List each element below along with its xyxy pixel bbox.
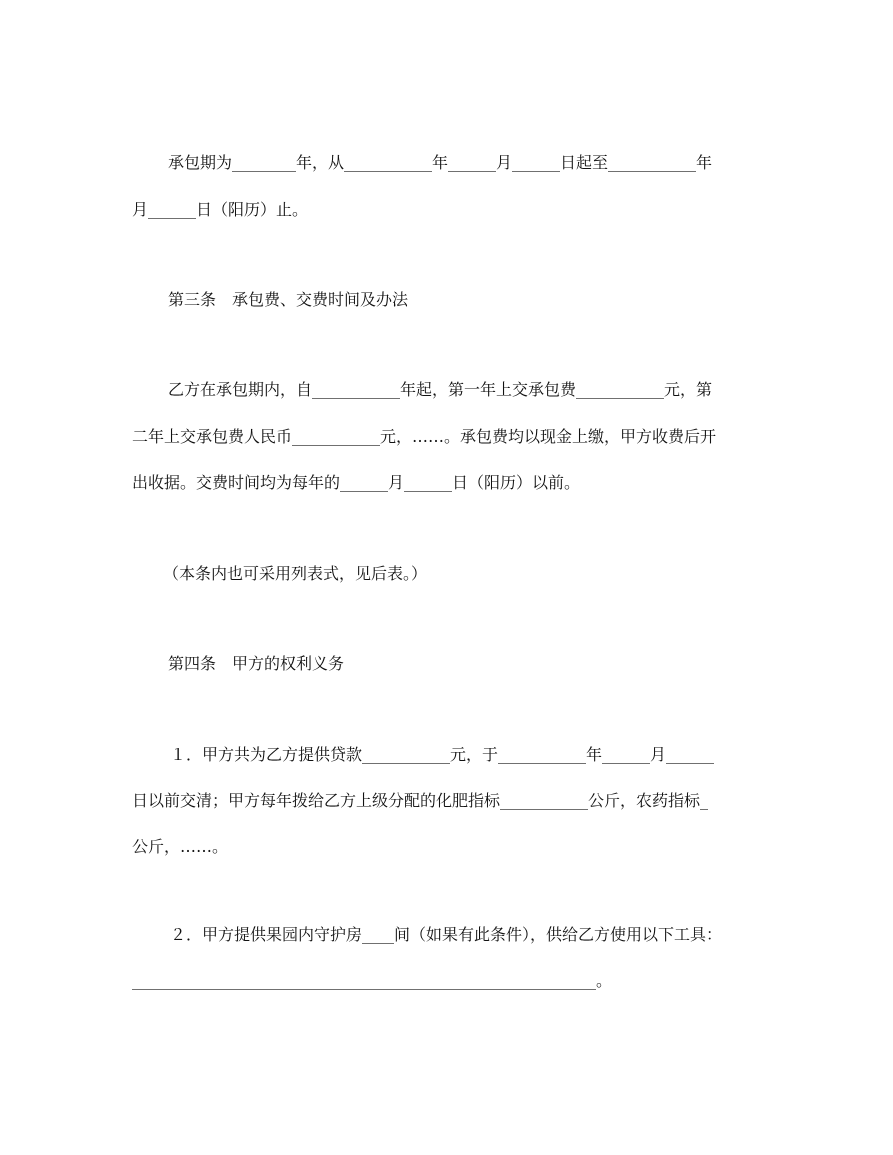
text-span: 乙方在承包期内，自___________年起，第一年上交承包费___________元，第: [168, 380, 713, 399]
article-3-paragraph-line-3: [132, 472, 580, 494]
article-3-paragraph-line-2: [132, 426, 716, 448]
text-span: 第三条 承包费、交费时间及办法: [168, 290, 409, 309]
text-span: １．甲方共为乙方提供贷款___________元，于___________年______月______: [170, 745, 715, 764]
text-span: 二年上交承包费人民币___________元，……。承包费均以现金上缴，甲方收费后开: [132, 427, 717, 446]
text-span: 日以前交清；甲方每年拨给乙方上级分配的化肥指标___________公斤，农药指标_: [132, 791, 709, 810]
text-span: 公斤，……。: [132, 837, 229, 856]
contract-period-line-1: [168, 152, 712, 174]
article-3-heading: [168, 289, 408, 311]
text-span: （本条内也可采用列表式，见后表。）: [163, 564, 428, 583]
article-4-item-1-line-2: [132, 790, 708, 812]
article-4-item-1-line-1: [170, 744, 714, 766]
article-3-paragraph-line-1: [168, 379, 712, 401]
text-span: ２．甲方提供果园内守护房____间（如果有此条件），供给乙方使用以下工具：: [170, 925, 723, 944]
contract-period-line-2: [132, 199, 308, 221]
article-4-heading: [168, 653, 344, 675]
text-span: 月______日（阳历）止。: [132, 200, 309, 219]
text-span: __________________________________________________________。: [132, 971, 613, 990]
text-span: 出收据。交费时间均为每年的______月______日（阳历）以前。: [132, 473, 581, 492]
text-span: 第四条 甲方的权利义务: [168, 654, 345, 673]
text-span: 承包期为________年，从___________年______月______日起至___________年: [168, 153, 713, 172]
article-3-note: [163, 563, 427, 585]
article-4-item-2-line-1: [170, 924, 722, 946]
article-4-item-1-line-3: [132, 836, 228, 858]
article-4-item-2-line-2: [132, 970, 612, 992]
